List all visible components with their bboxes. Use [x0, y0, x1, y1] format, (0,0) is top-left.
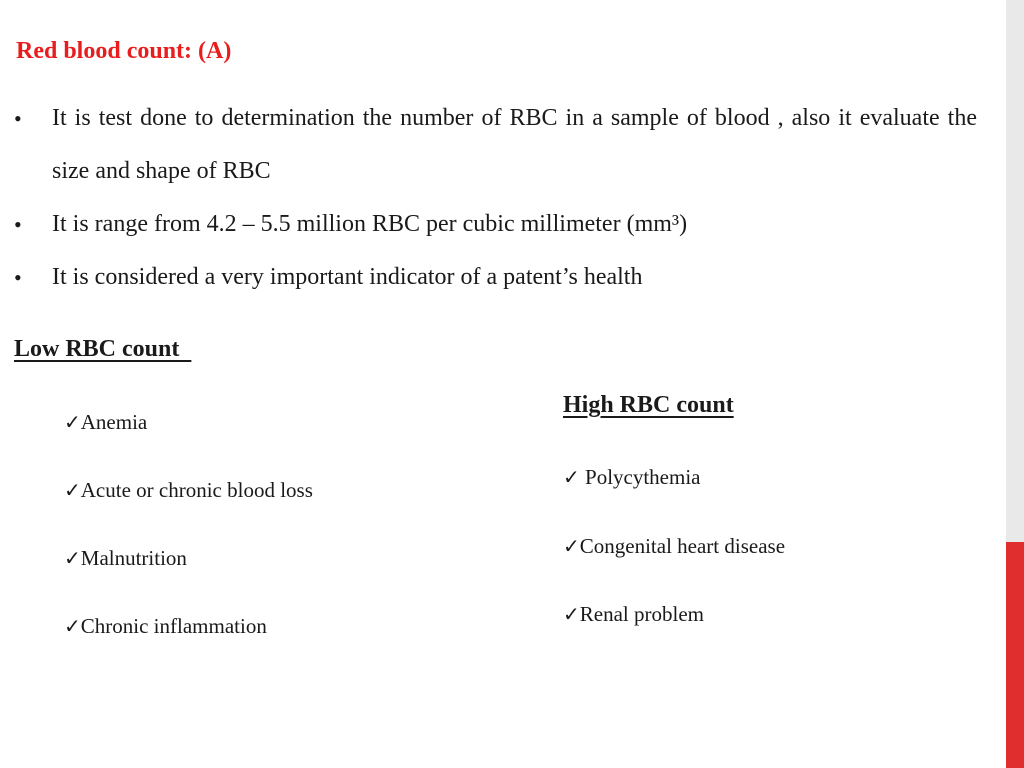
list-item-label: Malnutrition [80, 546, 187, 570]
list-item-label: Polycythemia [579, 465, 701, 489]
side-bar-grey [1006, 0, 1024, 542]
high-list-item [563, 465, 701, 490]
checkmark-icon: ✓ [563, 465, 580, 489]
checkmark-icon: ✓ [64, 478, 81, 502]
bullet-item [14, 251, 977, 304]
bullet-text: It is range from 4.2 – 5.5 million RBC per cubic millimeter (mm³) [52, 211, 688, 237]
list-item-label: Acute or chronic blood loss [80, 478, 313, 502]
low-list-item [64, 478, 313, 503]
checkmark-icon: ✓ [64, 410, 81, 434]
list-item-label: Chronic inflammation [80, 614, 267, 638]
high-list-item [563, 602, 704, 627]
side-bar-red [1006, 542, 1024, 768]
high-rbc-heading: High RBC count [563, 392, 734, 418]
checkmark-icon: ✓ [563, 602, 580, 626]
low-list-item [64, 410, 147, 435]
checkmark-icon: ✓ [563, 534, 580, 558]
low-list-item [64, 546, 187, 571]
list-item-label: Renal problem [579, 602, 704, 626]
bullet-dot-icon: • [14, 106, 22, 131]
bullet-text: It is test done to determination the number of RBC in a sample of blood , also it evaluate the size and shape of RBC [52, 105, 977, 184]
bullet-dot-icon: • [14, 212, 22, 237]
high-list-item [563, 534, 785, 559]
bullet-text: It is considered a very important indicator of a patent’s health [52, 264, 643, 290]
slide-title: Red blood count: (A) [16, 38, 232, 64]
list-item-label: Congenital heart disease [579, 534, 786, 558]
bullet-item [14, 92, 977, 198]
bullet-item [14, 198, 977, 251]
bullet-dot-icon: • [14, 265, 22, 290]
checkmark-icon: ✓ [64, 546, 81, 570]
low-rbc-heading: Low RBC count [14, 336, 192, 362]
side-decoration-bar [1006, 0, 1024, 768]
list-item-label: Anemia [80, 410, 148, 434]
low-list-item [64, 614, 267, 639]
checkmark-icon: ✓ [64, 614, 81, 638]
